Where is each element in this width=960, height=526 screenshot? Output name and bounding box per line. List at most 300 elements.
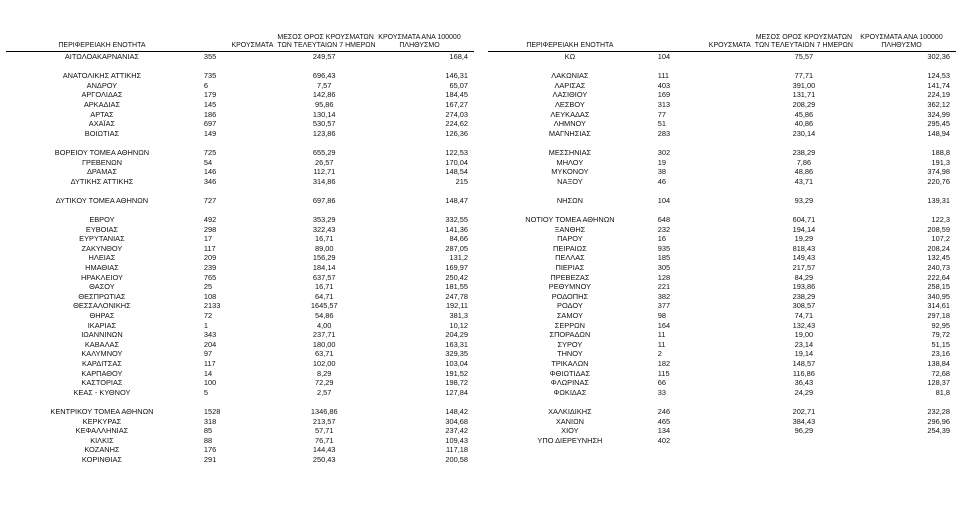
cases-cell: 2133 — [203, 301, 221, 311]
table-row — [488, 148, 956, 158]
avg-7day-cell: 36,43 — [794, 378, 814, 388]
per-100k-cell: 304,68 — [445, 416, 468, 426]
region-name-cell: ΙΩΑΝΝΙΝΩΝ — [81, 330, 123, 340]
region-name-cell: ΠΑΡΟΥ — [557, 234, 583, 244]
per-100k-cell: 148,47 — [445, 195, 468, 205]
per-100k-cell: 250,42 — [445, 272, 468, 282]
table-row — [6, 330, 474, 340]
per-100k-cell — [853, 397, 956, 407]
avg-7day-cell — [277, 62, 371, 72]
table-row — [6, 138, 474, 148]
cases-cell — [652, 62, 755, 72]
region-name-cell: ΔΥΤΙΚΗΣ ΑΤΤΙΚΗΣ — [70, 176, 134, 186]
per-100k-cell: 192,11 — [445, 301, 468, 311]
region-name-cell: ΑΙΤΩΛΟΑΚΑΡΝΑΝΙΑΣ — [64, 52, 140, 61]
cases-cell: 402 — [657, 435, 671, 445]
table-row — [488, 349, 956, 359]
cases-cell: 104 — [657, 195, 671, 205]
cases-cell: 302 — [657, 147, 671, 157]
left-header-row — [6, 24, 474, 52]
per-100k-cell — [853, 186, 956, 196]
region-name-cell: ΛΑΚΩΝΙΑΣ — [551, 71, 589, 81]
region-name-cell: ΗΛΕΙΑΣ — [88, 253, 116, 263]
per-100k-cell: 237,42 — [445, 426, 468, 436]
region-name-cell: ΚΙΛΚΙΣ — [90, 435, 114, 445]
table-row — [6, 234, 474, 244]
avg-7day-cell: 144,43 — [312, 445, 336, 455]
avg-7day-cell: 16,71 — [314, 234, 334, 244]
per-100k-cell: 72,68 — [931, 368, 950, 378]
per-100k-cell — [853, 138, 956, 148]
avg-7day-cell: 156,29 — [312, 253, 336, 263]
per-100k-cell — [371, 138, 474, 148]
per-100k-cell — [371, 62, 474, 72]
region-name-cell: ΜΥΚΟΝΟΥ — [551, 167, 589, 177]
table-row — [488, 81, 956, 91]
avg-7day-cell: 40,86 — [794, 119, 814, 129]
region-name-cell: ΚΑΡΔΙΤΣΑΣ — [82, 359, 122, 368]
region-name-cell: ΡΟΔΟΥ — [557, 301, 583, 311]
region-name-cell: ΜΗΛΟΥ — [556, 157, 584, 167]
table-row — [6, 397, 474, 407]
region-name-cell: ΚΟΖΑΝΗΣ — [84, 445, 120, 455]
region-name-cell: ΚΑΡΠΑΘΟΥ — [81, 368, 123, 378]
region-name-cell: ΣΠΟΡΑΔΩΝ — [549, 330, 591, 340]
per-100k-cell: 103,04 — [445, 359, 468, 368]
table-row — [488, 206, 956, 216]
table-row — [6, 445, 474, 455]
cases-cell: 25 — [203, 282, 213, 292]
per-100k-cell: 302,36 — [927, 52, 950, 61]
cases-cell: 648 — [657, 215, 671, 225]
per-100k-cell: 258,15 — [927, 282, 950, 292]
table-row — [488, 177, 956, 187]
table-row — [488, 417, 956, 427]
avg-7day-cell: 132,43 — [792, 320, 816, 330]
cases-cell: 38 — [657, 167, 667, 177]
per-100k-cell: 122,3 — [931, 215, 950, 225]
region-name-cell: ΔΥΤΙΚΟΥ ΤΟΜΕΑ ΑΘΗΝΩΝ — [55, 195, 149, 205]
region-name-cell: ΣΥΡΟΥ — [557, 339, 583, 349]
region-name-cell — [6, 206, 198, 216]
per-100k-cell: 215 — [455, 176, 468, 186]
table-row — [488, 426, 956, 436]
per-100k-cell — [853, 62, 956, 72]
table-row — [488, 340, 956, 350]
header-per-100k: ΚΡΟΥΣΜΑΤΑ ΑΝΑ 100000 ΠΛΗΘΥΣΜΟ — [378, 34, 461, 49]
avg-7day-cell: 7,86 — [796, 157, 812, 167]
cases-cell: 727 — [203, 195, 217, 205]
region-name-cell: ΚΩ — [564, 52, 576, 61]
avg-7day-cell: 72,29 — [314, 378, 334, 388]
avg-7day-cell: 237,71 — [312, 330, 336, 340]
per-100k-cell — [853, 206, 956, 216]
region-name-cell: ΘΑΣΟΥ — [89, 282, 115, 292]
region-name-cell: ΘΕΣΠΡΩΤΙΑΣ — [78, 291, 126, 301]
table-row — [488, 225, 956, 235]
cases-cell: 14 — [203, 368, 213, 378]
table-row — [6, 292, 474, 302]
avg-7day-cell: 1645,57 — [310, 301, 338, 311]
avg-7day-cell: 530,57 — [312, 119, 336, 129]
cases-cell: 98 — [657, 311, 667, 321]
avg-7day-cell: 353,29 — [312, 215, 336, 225]
cases-cell: 117 — [203, 243, 216, 253]
region-name-cell: ΧΙΟΥ — [561, 426, 579, 436]
cases-cell: 182 — [657, 359, 671, 368]
per-100k-cell — [371, 397, 474, 407]
avg-7day-cell — [277, 397, 371, 407]
table-row — [6, 148, 474, 158]
region-name-cell: ΚΕΡΚΥΡΑΣ — [82, 416, 122, 426]
header-cases: ΚΡΟΥΣΜΑΤΑ — [231, 42, 274, 49]
cases-cell: 1528 — [203, 406, 221, 416]
region-name-cell: ΣΑΜΟΥ — [556, 311, 583, 321]
per-100k-cell: 329,35 — [445, 349, 468, 359]
avg-7day-cell: 249,57 — [312, 52, 336, 61]
region-name-cell: ΙΚΑΡΙΑΣ — [87, 320, 117, 330]
per-100k-cell: 139,31 — [927, 195, 950, 205]
region-name-cell: ΤΡΙΚΑΛΩΝ — [551, 359, 589, 368]
per-100k-cell: 79,72 — [931, 330, 950, 340]
region-name-cell: ΗΜΑΘΙΑΣ — [85, 263, 119, 273]
per-100k-cell: 222,64 — [927, 272, 950, 282]
region-name-cell: ΠΕΛΛΑΣ — [555, 253, 585, 263]
cases-cell: 343 — [203, 330, 217, 340]
per-100k-cell: 148,94 — [927, 128, 950, 138]
per-100k-cell: 274,03 — [445, 109, 468, 119]
avg-7day-cell: 202,71 — [792, 406, 816, 416]
region-name-cell — [6, 138, 198, 148]
cases-cell — [198, 397, 278, 407]
avg-7day-cell: 84,29 — [794, 272, 814, 282]
cases-cell: 51 — [657, 119, 667, 129]
table-row — [488, 167, 956, 177]
avg-7day-cell: 250,43 — [312, 454, 336, 464]
per-100k-cell: 220,76 — [927, 176, 950, 186]
region-name-cell: ΚΕΦΑΛΛΗΝΙΑΣ — [75, 426, 129, 436]
left-table-body — [6, 52, 474, 465]
per-100k-cell: 381,3 — [449, 311, 468, 321]
avg-7day-cell: 74,71 — [794, 311, 814, 321]
cases-cell: 735 — [203, 71, 217, 81]
cases-cell: 134 — [657, 426, 671, 436]
cases-cell: 72 — [203, 311, 213, 321]
table-row — [488, 100, 956, 110]
avg-7day-cell: 48,86 — [794, 167, 814, 177]
avg-7day-cell: 604,71 — [792, 215, 816, 225]
cases-cell: 725 — [203, 147, 217, 157]
cases-cell: 2 — [657, 349, 662, 359]
table-row — [488, 359, 956, 369]
region-name-cell: ΖΑΚΥΝΘΟΥ — [81, 243, 123, 253]
table-row — [488, 436, 956, 446]
region-name-cell: ΦΩΚΙΔΑΣ — [553, 387, 587, 397]
region-name-cell: ΚΕΝΤΡΙΚΟΥ ΤΟΜΕΑ ΑΘΗΝΩΝ — [50, 406, 154, 416]
region-name-cell: ΚΑΣΤΟΡΙΑΣ — [81, 378, 123, 388]
region-name-cell — [6, 186, 198, 196]
table-row — [488, 330, 956, 340]
avg-7day-cell: 308,57 — [792, 301, 816, 311]
cases-cell: 149 — [203, 128, 217, 138]
avg-7day-cell — [277, 206, 371, 216]
region-name-cell: ΛΕΣΒΟΥ — [554, 99, 585, 109]
table-row — [488, 407, 956, 417]
region-name-cell: ΦΘΙΩΤΙΔΑΣ — [549, 368, 591, 378]
per-100k-cell: 141,74 — [927, 80, 950, 90]
header-cases: ΚΡΟΥΣΜΑΤΑ — [708, 42, 751, 49]
cases-cell: 283 — [657, 128, 671, 138]
per-100k-cell — [371, 186, 474, 196]
table-row — [488, 378, 956, 388]
per-100k-cell: 122,53 — [445, 147, 468, 157]
right-cases-table — [488, 24, 956, 445]
per-100k-cell: 247,78 — [445, 291, 468, 301]
cases-cell — [198, 206, 278, 216]
cases-cell — [652, 138, 755, 148]
cases-cell: 11 — [657, 339, 666, 349]
table-row — [488, 369, 956, 379]
cases-cell: 164 — [657, 320, 671, 330]
region-name-cell: ΛΗΜΝΟΥ — [553, 119, 586, 129]
region-name-cell: ΚΟΡΙΝΘΙΑΣ — [81, 454, 122, 464]
table-row — [6, 340, 474, 350]
cases-cell: 185 — [657, 253, 671, 263]
region-name-cell: ΕΥΡΥΤΑΝΙΑΣ — [79, 234, 125, 244]
region-name-cell: ΜΕΣΣΗΝΙΑΣ — [548, 147, 592, 157]
cases-cell: 66 — [657, 378, 667, 388]
per-100k-cell: 295,45 — [927, 119, 950, 129]
cases-cell: 204 — [203, 339, 217, 349]
table-row — [488, 129, 956, 139]
per-100k-cell: 198,72 — [445, 378, 468, 388]
per-100k-cell: 148,54 — [445, 167, 468, 177]
table-row — [6, 282, 474, 292]
cases-cell — [198, 186, 278, 196]
per-100k-cell: 65,07 — [449, 80, 468, 90]
table-row — [6, 359, 474, 369]
table-row — [6, 119, 474, 129]
region-name-cell: ΝΗΣΩΝ — [556, 195, 583, 205]
cases-cell — [652, 206, 755, 216]
cases-cell: 697 — [203, 119, 217, 129]
avg-7day-cell: 637,57 — [312, 272, 336, 282]
avg-7day-cell: 8,29 — [317, 368, 332, 378]
table-row — [6, 244, 474, 254]
avg-7day-cell: 238,29 — [792, 291, 816, 301]
cases-cell: 117 — [203, 359, 216, 368]
avg-7day-cell: 213,57 — [312, 416, 336, 426]
region-name-cell: ΠΡΕΒΕΖΑΣ — [550, 272, 590, 282]
cases-cell — [652, 186, 755, 196]
avg-7day-cell — [755, 206, 853, 216]
per-100k-cell: 224,62 — [445, 119, 468, 129]
region-name-cell: ΕΒΡΟΥ — [89, 215, 115, 225]
region-name-cell: ΡΕΘΥΜΝΟΥ — [548, 282, 592, 292]
table-row — [488, 119, 956, 129]
per-100k-cell: 314,61 — [927, 301, 950, 311]
table-row — [6, 426, 474, 436]
region-name-cell: ΚΑΒΑΛΑΣ — [84, 339, 120, 349]
table-row — [6, 52, 474, 62]
avg-7day-cell: 391,00 — [792, 80, 816, 90]
per-100k-cell: 148,42 — [445, 406, 468, 416]
cases-cell: 33 — [657, 387, 667, 397]
header-region: ΠΕΡΙΦΕΡΕΙΑΚΗ ΕΝΟΤΗΤΑ — [526, 42, 614, 49]
avg-7day-cell: 45,86 — [794, 109, 814, 119]
region-name-cell: ΦΛΩΡΙΝΑΣ — [550, 378, 589, 388]
per-100k-cell: 109,43 — [445, 435, 468, 445]
per-100k-cell: 340,95 — [927, 291, 950, 301]
table-row — [488, 311, 956, 321]
table-row — [6, 263, 474, 273]
cases-cell: 355 — [203, 52, 217, 61]
per-100k-cell: 208,59 — [927, 224, 950, 234]
cases-cell: 935 — [657, 243, 671, 253]
per-100k-cell: 169,97 — [445, 263, 468, 273]
avg-7day-cell: 4,00 — [317, 320, 332, 330]
region-name-cell: ΗΡΑΚΛΕΙΟΥ — [80, 272, 123, 282]
per-100k-cell: 128,37 — [927, 378, 950, 388]
avg-7day-cell: 217,57 — [792, 263, 816, 273]
table-row — [488, 71, 956, 81]
table-row — [488, 263, 956, 273]
avg-7day-cell: 112,71 — [313, 167, 336, 177]
table-row — [488, 301, 956, 311]
region-name-cell — [488, 206, 652, 216]
avg-7day-cell: 322,43 — [312, 224, 336, 234]
region-name-cell: ΑΡΚΑΔΙΑΣ — [83, 99, 121, 109]
avg-7day-cell: 123,86 — [312, 128, 336, 138]
region-name-cell: ΑΡΓΟΛΙΔΑΣ — [81, 90, 123, 100]
cases-cell: 239 — [203, 263, 217, 273]
table-row — [488, 244, 956, 254]
table-row — [488, 292, 956, 302]
table-row — [488, 388, 956, 398]
left-table-panel — [6, 24, 474, 465]
avg-7day-cell: 102,00 — [312, 359, 336, 368]
per-100k-cell: 10,12 — [449, 320, 468, 330]
per-100k-cell: 374,98 — [927, 167, 950, 177]
region-name-cell: ΑΡΤΑΣ — [90, 109, 114, 119]
per-100k-cell — [371, 206, 474, 216]
region-name-cell: ΠΙΕΡΙΑΣ — [555, 263, 585, 273]
table-row — [488, 186, 956, 196]
per-100k-cell: 181,55 — [445, 282, 468, 292]
cases-cell: 128 — [657, 272, 671, 282]
per-100k-cell: 84,66 — [449, 234, 468, 244]
cases-cell: 186 — [203, 109, 217, 119]
table-row — [6, 407, 474, 417]
per-100k-cell: 167,27 — [445, 99, 468, 109]
table-row — [6, 215, 474, 225]
cases-cell: 16 — [657, 234, 667, 244]
region-name-cell: ΕΥΒΟΙΑΣ — [85, 224, 118, 234]
avg-7day-cell: 77,71 — [794, 71, 814, 81]
table-row — [6, 81, 474, 91]
region-name-cell — [488, 138, 652, 148]
avg-7day-cell: 75,57 — [794, 52, 814, 61]
avg-7day-cell: 148,57 — [792, 359, 816, 368]
per-100k-cell: 232,28 — [927, 406, 950, 416]
region-name-cell: ΝΟΤΙΟΥ ΤΟΜΕΑ ΑΘΗΝΩΝ — [525, 215, 615, 225]
header-region: ΠΕΡΙΦΕΡΕΙΑΚΗ ΕΝΟΤΗΤΑ — [58, 42, 146, 49]
avg-7day-cell: 19,14 — [794, 349, 814, 359]
region-name-cell: ΑΝΔΡΟΥ — [86, 80, 118, 90]
cases-cell: 145 — [203, 99, 217, 109]
avg-7day-cell: 1346,86 — [310, 406, 338, 416]
avg-7day-cell: 208,29 — [792, 99, 816, 109]
table-row — [6, 225, 474, 235]
avg-7day-cell — [755, 62, 853, 72]
table-row — [488, 52, 956, 62]
cases-cell: 19 — [657, 157, 667, 167]
per-100k-cell: 51,15 — [931, 339, 950, 349]
per-100k-cell: 127,84 — [445, 387, 468, 397]
cases-cell: 115 — [657, 368, 670, 378]
avg-7day-cell: 23,14 — [794, 339, 814, 349]
cases-cell: 1 — [203, 320, 208, 330]
region-name-cell: ΝΑΞΟΥ — [557, 176, 583, 186]
avg-7day-cell: 54,86 — [314, 311, 334, 321]
per-100k-cell: 287,05 — [445, 243, 468, 253]
region-name-cell — [488, 186, 652, 196]
region-name-cell: ΤΗΝΟΥ — [557, 349, 583, 359]
table-row — [488, 110, 956, 120]
avg-7day-cell: 24,29 — [794, 387, 814, 397]
region-name-cell: ΛΑΡΙΣΑΣ — [554, 80, 586, 90]
table-row — [6, 378, 474, 388]
per-100k-cell: 324,99 — [927, 109, 950, 119]
table-row — [488, 282, 956, 292]
cases-cell: 169 — [657, 90, 671, 100]
region-name-cell: ΥΠΟ ΔΙΕΡΕΥΝΗΣΗ — [537, 435, 603, 445]
cases-cell: 97 — [203, 349, 213, 359]
table-row — [6, 167, 474, 177]
cases-cell: 108 — [203, 291, 217, 301]
per-100k-cell: 332,55 — [445, 215, 468, 225]
cases-cell — [652, 397, 755, 407]
avg-7day-cell: 230,14 — [792, 128, 816, 138]
avg-7day-cell: 655,29 — [312, 147, 336, 157]
avg-7day-cell: 89,00 — [314, 243, 334, 253]
avg-7day-cell — [755, 436, 853, 446]
avg-7day-cell: 57,71 — [314, 426, 334, 436]
table-row — [6, 62, 474, 72]
cases-cell: 6 — [203, 80, 208, 90]
cases-cell: 46 — [657, 176, 667, 186]
region-name-cell: ΔΡΑΜΑΣ — [86, 167, 117, 177]
region-name-cell: ΞΑΝΘΗΣ — [554, 224, 586, 234]
cases-cell: 221 — [657, 282, 671, 292]
cases-cell: 291 — [203, 454, 217, 464]
table-row — [488, 321, 956, 331]
avg-7day-cell: 76,71 — [314, 435, 334, 445]
per-100k-cell: 170,04 — [445, 157, 468, 167]
per-100k-cell: 191,52 — [445, 368, 468, 378]
cases-cell: 346 — [203, 176, 217, 186]
per-100k-cell: 146,31 — [445, 71, 468, 81]
table-row — [6, 206, 474, 216]
avg-7day-cell — [755, 397, 853, 407]
table-row — [6, 301, 474, 311]
header-avg: ΜΕΣΟΣ ΟΡΟΣ ΚΡΟΥΣΜΑΤΩΝ ΤΩΝ ΤΕΛΕΥΤΑΙΩΝ 7 ΗΜΕΡΩΝ — [754, 34, 853, 49]
table-row — [6, 369, 474, 379]
per-100k-cell: 296,96 — [927, 416, 950, 426]
table-row — [488, 90, 956, 100]
avg-7day-cell — [277, 138, 371, 148]
avg-7day-cell: 238,29 — [792, 147, 816, 157]
